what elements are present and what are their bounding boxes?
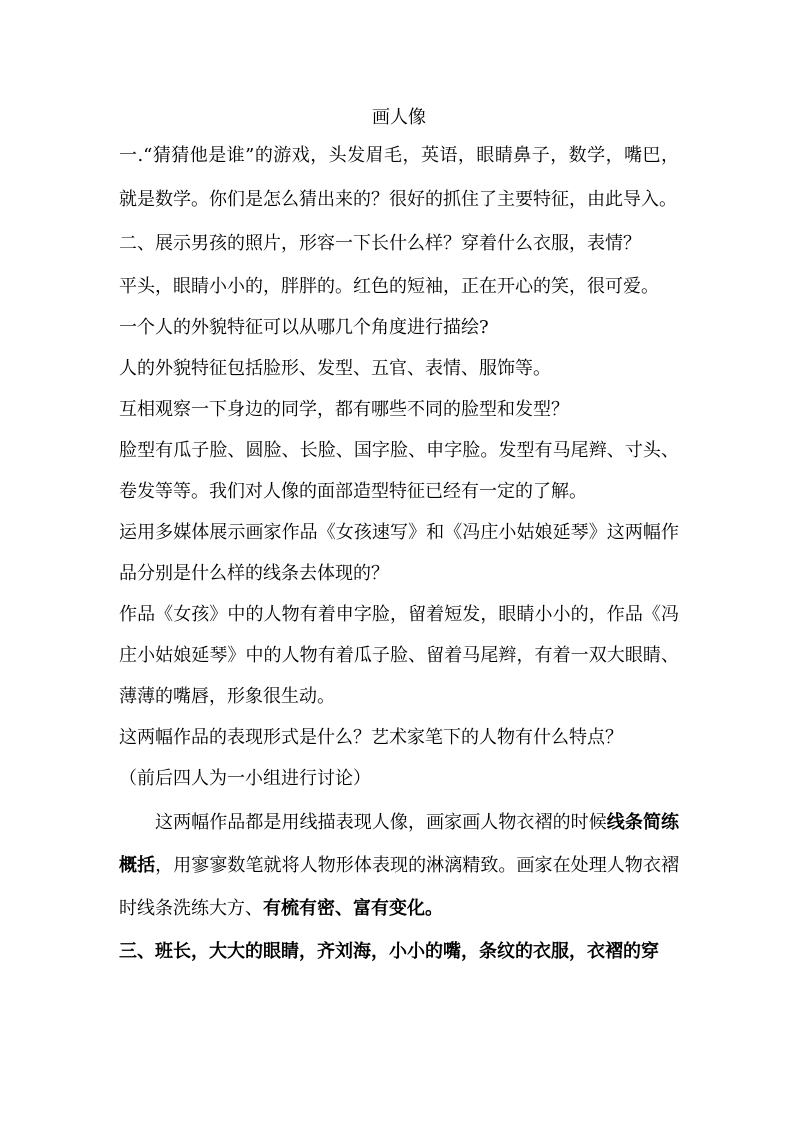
paragraph-appearance-question: 一个人的外貌特征可以从哪几个角度进行描绘?	[119, 317, 489, 338]
paragraph-expression-question: 这两幅作品的表现形式是什么？艺术家笔下的人物有什么特点？	[119, 727, 623, 748]
paragraph-show-photo: 二、展示男孩的照片，形容一下长什么样？穿着什么衣服，表情？	[119, 233, 641, 254]
line-drawing-text-1: 这两幅作品都是用线描表现人像，画家画人物衣褶的时候	[155, 812, 607, 833]
paragraph-multimedia-works: 运用多媒体展示画家作品《女孩速写》和《冯庄小姑娘延琴》这两幅作品分别是什么样的线条去体现的？	[119, 522, 679, 584]
paragraph-face-hair-types: 脸型有瓜子脸、圆脸、长脸、国字脸、申字脸。发型有马尾辫、寸头、卷发等等。我们对人像的面部造型特征已经有一定的了解。	[119, 440, 679, 502]
document-body	[119, 104, 679, 973]
paragraph-guess-game: 一.“猜猜他是谁”的游戏，头发眉毛，英语，眼睛鼻子，数学，嘴巴，就是数学。你们是怎么猜出来的？很好的抓住了主要特征，由此导入。	[119, 145, 679, 210]
paragraph-observe-classmates: 互相观察一下身边的同学，都有哪些不同的脸型和发型？	[119, 399, 569, 420]
paragraph-photo-description: 平头，眼睛小小的，胖胖的。红色的短袖，正在开心的笑，很可爱。	[119, 276, 659, 297]
paragraph-line-drawing	[119, 801, 679, 930]
line-drawing-text-2: ，用寥寥数笔就将人物形体表现的淋漓精致。画家在处理人物衣褶时线条洗练大方、	[119, 855, 680, 919]
line-drawing-bold-1: 线条简练概括	[119, 812, 680, 876]
paragraph-appearance-features: 人的外貌特征包括脸形、发型、五官、表情、服饰等。	[119, 358, 551, 379]
paragraph-works-analysis: 作品《女孩》中的人物有着申字脸，留着短发，眼睛小小的，作品《冯庄小姑娘延琴》中的人物有着瓜子脸、留着马尾辫，有着一双大眼睛、薄薄的嘴唇，形象很生动。	[119, 604, 679, 707]
page-title: 画人像	[372, 107, 426, 128]
paragraph-class-monitor: 三、班长，大大的眼睛，齐刘海，小小的嘴，条纹的衣服，衣褶的穿	[119, 941, 659, 962]
line-drawing-bold-2: 有梳有密、富有变化。	[263, 898, 443, 919]
paragraph-group-discussion: （前后四人为一小组进行讨论）	[119, 768, 371, 789]
